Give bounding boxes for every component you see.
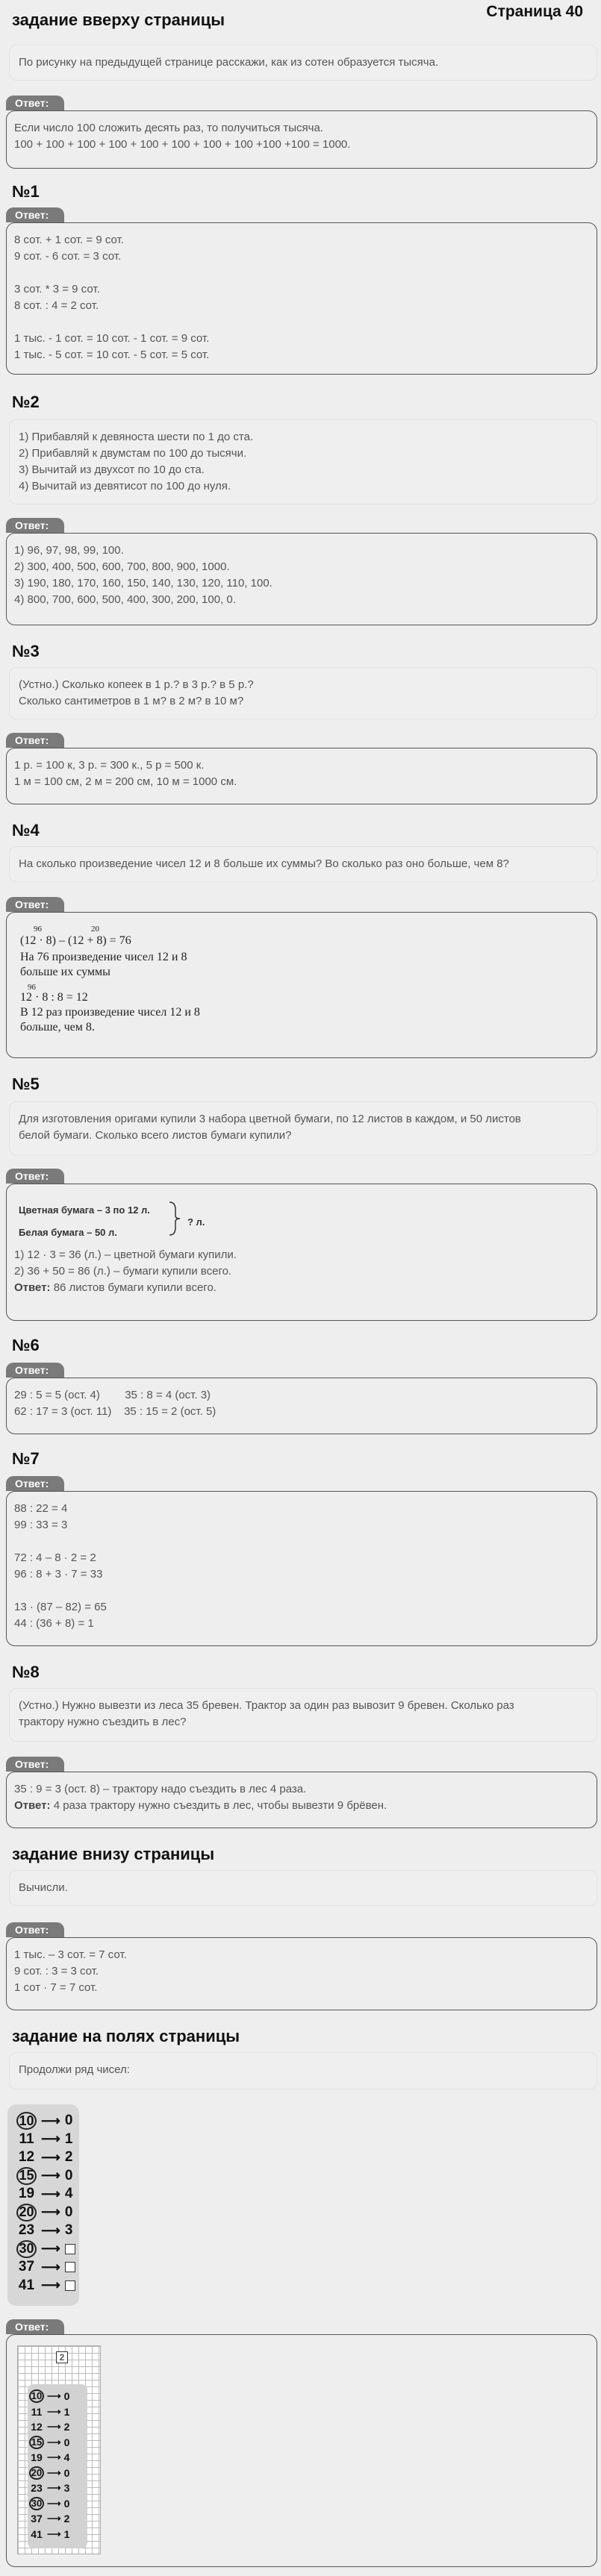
chain-result: 1 (63, 2405, 70, 2418)
chain-result: 3 (63, 2482, 70, 2495)
answer-line: 1 тыс. - 5 сот. = 10 сот. - 5 сот. = 5 сот. (14, 348, 210, 361)
answer-badge: Ответ: (6, 1757, 64, 1772)
task-line: (Устно.) Сколько копеек в 1 р.? в 3 р.? в 5 р.? (19, 678, 254, 691)
chain-row (32, 2466, 87, 2481)
task-n8 (9, 1688, 597, 1742)
top-box: 2 (56, 2351, 68, 2363)
chain-result: 0 (64, 2204, 73, 2220)
task-line: 1) Прибавляй к девяноста шести по 1 до ста. (19, 431, 254, 443)
arrow-right-icon: ⟶ (47, 2527, 61, 2539)
chain-number: 10 (29, 2389, 44, 2403)
arrow-right-icon: ⟶ (47, 2451, 61, 2463)
chain-row (32, 2496, 87, 2512)
answer-badge: Ответ: (6, 897, 64, 912)
answer-line (14, 1583, 589, 1599)
answer-n5 (6, 1184, 597, 1321)
answer-line: 8 сот. + 1 сот. = 9 сот. (14, 234, 124, 246)
chain-row (19, 2204, 79, 2222)
answer-n4 (6, 912, 597, 1058)
answer-text: 4 раза трактору нужно съездить в лес, чтобы вывезти 9 брёвен. (50, 1799, 387, 1812)
diagram-line: Белая бумага – 50 л. (19, 1227, 117, 1238)
answer-line: 1) 96, 97, 98, 99, 100. (14, 544, 124, 557)
number-chain (7, 2104, 79, 2306)
section-title-n8: №8 (12, 1663, 40, 1681)
brace-icon (168, 1201, 181, 1237)
task-n2 (9, 419, 597, 504)
answer-badge: Ответ: (6, 733, 64, 748)
chain-number: 20 (29, 2466, 44, 2480)
answer-line: 72 : 4 – 8 · 2 = 2 (14, 1551, 96, 1564)
answer-line: 88 : 22 = 4 (14, 1502, 68, 1515)
task-text: На сколько произведение чисел 12 и 8 больше их суммы? Во сколько раз оно больше, чем 8? (19, 857, 509, 870)
expr-line: 12 · 8 : 8 = 12 (20, 991, 88, 1004)
answer-badge: Ответ: (6, 2319, 64, 2334)
answer-line (14, 265, 589, 281)
answer-bottom (6, 1937, 597, 2010)
chain-row (32, 2450, 87, 2466)
answer-line: 9 сот. : 3 = 3 сот. (14, 1965, 99, 1978)
arrow-right-icon: ⟶ (41, 2113, 60, 2128)
answer-line: 9 сот. - 6 сот. = 3 сот. (14, 250, 122, 263)
arrow-right-icon: ⟶ (41, 2278, 60, 2293)
chain-result: 0 (63, 2497, 70, 2510)
sup-96: 96 (28, 983, 36, 992)
answer-label: Ответ: (14, 1799, 51, 1812)
chain-result: 4 (64, 2186, 73, 2202)
answer-line: 2) 300, 400, 500, 600, 700, 800, 900, 1000. (14, 560, 230, 573)
short-condition (14, 1193, 589, 1241)
answer-badge: Ответ: (6, 1922, 64, 1937)
chain-row (19, 2130, 79, 2149)
chain-number: 41 (18, 2277, 35, 2293)
chain-number: 10 (16, 2112, 37, 2130)
chain-result: 0 (63, 2466, 70, 2479)
answer-n7 (6, 1491, 597, 1646)
chain-number: 20 (16, 2204, 37, 2222)
answer-text: 86 листов бумаги купили всего. (50, 1281, 217, 1294)
sup-96: 96 (34, 925, 42, 934)
chain-result: 1 (63, 2527, 70, 2540)
task-n3 (9, 667, 597, 719)
chain-number: 15 (29, 2436, 44, 2449)
chain-row (19, 2277, 79, 2295)
task-text: Вычисли. (19, 1881, 68, 1894)
arrow-right-icon: ⟶ (47, 2497, 61, 2509)
task-n5 (9, 1101, 597, 1155)
chain-row (32, 2527, 87, 2542)
answer-line: 3) 190, 180, 170, 160, 150, 140, 130, 120, 110, 100. (14, 577, 273, 590)
answer-line: 1 м = 100 см, 2 м = 200 см, 10 м = 1000 см. (14, 775, 237, 788)
task-line: Сколько сантиметров в 1 м? в 2 м? в 10 м? (19, 695, 244, 707)
arrow-right-icon: ⟶ (41, 2241, 60, 2257)
chain-result: 2 (64, 2149, 73, 2166)
task-top (9, 45, 597, 81)
chain-number: 19 (31, 2451, 43, 2464)
answer-label: Ответ: (14, 1281, 51, 1294)
answer-badge: Ответ: (6, 207, 64, 222)
answer-badge: Ответ: (6, 518, 64, 533)
answer-badge: Ответ: (6, 1363, 64, 1378)
task-margin (9, 2052, 597, 2089)
task-line: 4) Вычитай из девятисот по 100 до нуля. (19, 480, 231, 493)
expr-line: На 76 произведение чисел 12 и 8 (20, 951, 187, 963)
section-title-n3: №3 (12, 642, 40, 660)
answer-badge: Ответ: (6, 1169, 64, 1184)
answer-badge: Ответ: (6, 96, 64, 110)
chain-result: 3 (64, 2222, 73, 2239)
section-title-margin: задание на полях страницы (12, 2027, 240, 2045)
chain-result: 0 (63, 2436, 70, 2448)
answer-line: 62 : 17 = 3 (ост. 11) 35 : 15 = 2 (ост. 5) (14, 1405, 217, 1418)
empty-answer-box[interactable] (65, 2262, 75, 2272)
task-line: белой бумаги. Сколько всего листов бумаги купили? (19, 1129, 292, 1142)
task-n4 (9, 846, 597, 882)
section-title-bottom: задание внизу страницы (12, 1845, 215, 1863)
section-title-n2: №2 (12, 393, 40, 411)
task-line: 3) Вычитай из двухсот по 10 до ста. (19, 463, 205, 476)
diagram-line: Цветная бумага – 3 по 12 л. (19, 1204, 150, 1216)
expr-line: больше, чем 8. (20, 1021, 95, 1034)
chain-row (32, 2511, 87, 2527)
arrow-right-icon: ⟶ (41, 2222, 60, 2238)
arrow-right-icon: ⟶ (47, 2482, 61, 2494)
sup-20: 20 (91, 925, 99, 934)
chain-number: 11 (19, 2130, 34, 2147)
answer-line: 13 · (87 – 82) = 65 (14, 1601, 107, 1613)
answer-line: 8 сот. : 4 = 2 сот. (14, 299, 99, 312)
chain-number: 19 (18, 2186, 35, 2202)
answer-margin (6, 2334, 597, 2567)
chain-number: 15 (16, 2167, 37, 2185)
chain-result: 2 (63, 2421, 70, 2433)
chain-number: 41 (31, 2527, 43, 2540)
chain-row (19, 2258, 79, 2277)
arrow-right-icon: ⟶ (41, 2149, 60, 2165)
answer-line: 44 : (36 + 8) = 1 (14, 1617, 94, 1630)
answer-line: 3 сот. * 3 = 9 сот. (14, 283, 100, 296)
task-line: 2) Прибавляй к двумстам по 100 до тысячи. (19, 447, 247, 460)
chain-row (19, 2148, 79, 2167)
answer-line: 4) 800, 700, 600, 500, 400, 300, 200, 100, 0. (14, 593, 236, 606)
answer-line: 35 : 9 = 3 (ост. 8) – трактору надо съездить в лес 4 раза. (14, 1783, 307, 1795)
task-bottom (9, 1870, 597, 1906)
section-title-n5: №5 (12, 1075, 40, 1093)
chain-number: 37 (31, 2513, 43, 2525)
expr-line: больше их суммы (20, 966, 110, 978)
arrow-right-icon: ⟶ (41, 2204, 60, 2220)
chain-row (32, 2404, 87, 2420)
arrow-right-icon: ⟶ (41, 2168, 60, 2183)
chain-number: 23 (18, 2222, 35, 2239)
question: ? л. (187, 1216, 205, 1228)
chain-number: 12 (18, 2149, 35, 2166)
chain-result: 4 (63, 2451, 70, 2464)
chain-number: 23 (31, 2482, 43, 2495)
expr-line: (12 · 8) – (12 + 8) = 76 (20, 934, 131, 947)
answer-line: 99 : 33 = 3 (14, 1519, 68, 1531)
arrow-right-icon: ⟶ (41, 2186, 60, 2201)
chain-number: 12 (31, 2421, 43, 2433)
answer-line: 2) 36 + 50 = 86 (л.) – бумаги купили всего. (14, 1265, 232, 1278)
answer-line: 96 : 8 + 3 · 7 = 33 (14, 1568, 103, 1581)
arrow-right-icon: ⟶ (41, 2131, 60, 2147)
answer-line: 1) 12 · 3 = 36 (л.) – цветной бумаги купили. (14, 1248, 237, 1261)
answer-line: 1 сот · 7 = 7 сот. (14, 1981, 98, 1994)
task-line: трактору нужно съездить в лес? (19, 1716, 187, 1728)
section-title-n6: №6 (12, 1336, 40, 1354)
task-line: (Устно.) Нужно вывезти из леса 35 бревен. Трактор за один раз вывозит 9 бревен. Сколько раз (19, 1699, 514, 1712)
chain-row (19, 2185, 79, 2204)
answer-line: Если число 100 сложить десять раз, то получиться тысяча. (14, 122, 323, 134)
answer-line: 100 + 100 + 100 + 100 + 100 + 100 + 100 + 100 +100 +100 = 1000. (14, 138, 351, 151)
chain-row (19, 2222, 79, 2240)
task-text: По рисунку на предыдущей странице расскажи, как из сотен образуется тысяча. (19, 56, 439, 69)
answer-n8 (6, 1772, 597, 1828)
arrow-right-icon: ⟶ (47, 2436, 61, 2448)
chain-number: 11 (31, 2405, 43, 2418)
section-title-n1: №1 (12, 182, 40, 201)
chain-result: 2 (63, 2513, 70, 2525)
chain-row (19, 2167, 79, 2186)
answer-line: 1 р. = 100 к, 3 р. = 300 к., 5 р = 500 к. (14, 759, 205, 772)
chain-result: 0 (64, 2113, 73, 2129)
answer-top (6, 110, 597, 169)
section-title-n7: №7 (12, 1449, 40, 1468)
answer-line: 29 : 5 = 5 (ост. 4) 35 : 8 = 4 (ост. 3) (14, 1389, 211, 1401)
empty-answer-box[interactable] (65, 2244, 75, 2254)
chain-result: 0 (63, 2390, 70, 2403)
chain-row (32, 2419, 87, 2435)
chain-result: 0 (64, 2167, 73, 2183)
empty-answer-box[interactable] (65, 2280, 75, 2291)
task-text: Продолжи ряд чисел: (19, 2063, 130, 2076)
number-chain-answer (28, 2384, 87, 2548)
chain-row (19, 2112, 79, 2130)
answer-n6 (6, 1378, 597, 1434)
section-title-n4: №4 (12, 821, 40, 840)
answer-n3 (6, 748, 597, 804)
answer-line: 1 тыс. – 3 сот. = 7 сот. (14, 1948, 127, 1961)
chain-number: 37 (18, 2259, 35, 2275)
page-number: Страница 40 (486, 3, 583, 20)
answer-badge: Ответ: (6, 1476, 64, 1491)
arrow-right-icon: ⟶ (47, 2405, 61, 2417)
arrow-right-icon: ⟶ (47, 2390, 61, 2402)
section-title-top: задание вверху страницы (12, 10, 225, 29)
answer-line: 1 тыс. - 1 сот. = 10 сот. - 1 сот. = 9 сот. (14, 332, 210, 345)
chain-result: 1 (64, 2130, 73, 2147)
answer-n2 (6, 533, 597, 625)
expr-line: В 12 раз произведение чисел 12 и 8 (20, 1006, 200, 1019)
answer-n1 (6, 222, 597, 375)
chain-row (32, 2435, 87, 2451)
chain-row (32, 2389, 87, 2404)
chain-row (19, 2240, 79, 2259)
task-line: Для изготовления оригами купили 3 набора цветной бумаги, по 12 листов в каждом, и 50 листов (19, 1113, 521, 1125)
arrow-right-icon: ⟶ (47, 2466, 61, 2478)
chain-number: 30 (16, 2240, 37, 2258)
arrow-right-icon: ⟶ (47, 2513, 61, 2525)
chain-number: 30 (29, 2497, 44, 2510)
arrow-right-icon: ⟶ (41, 2259, 60, 2275)
arrow-right-icon: ⟶ (47, 2421, 61, 2433)
chain-row (32, 2480, 87, 2496)
answer-line (14, 1534, 589, 1550)
answer-line (14, 314, 589, 331)
